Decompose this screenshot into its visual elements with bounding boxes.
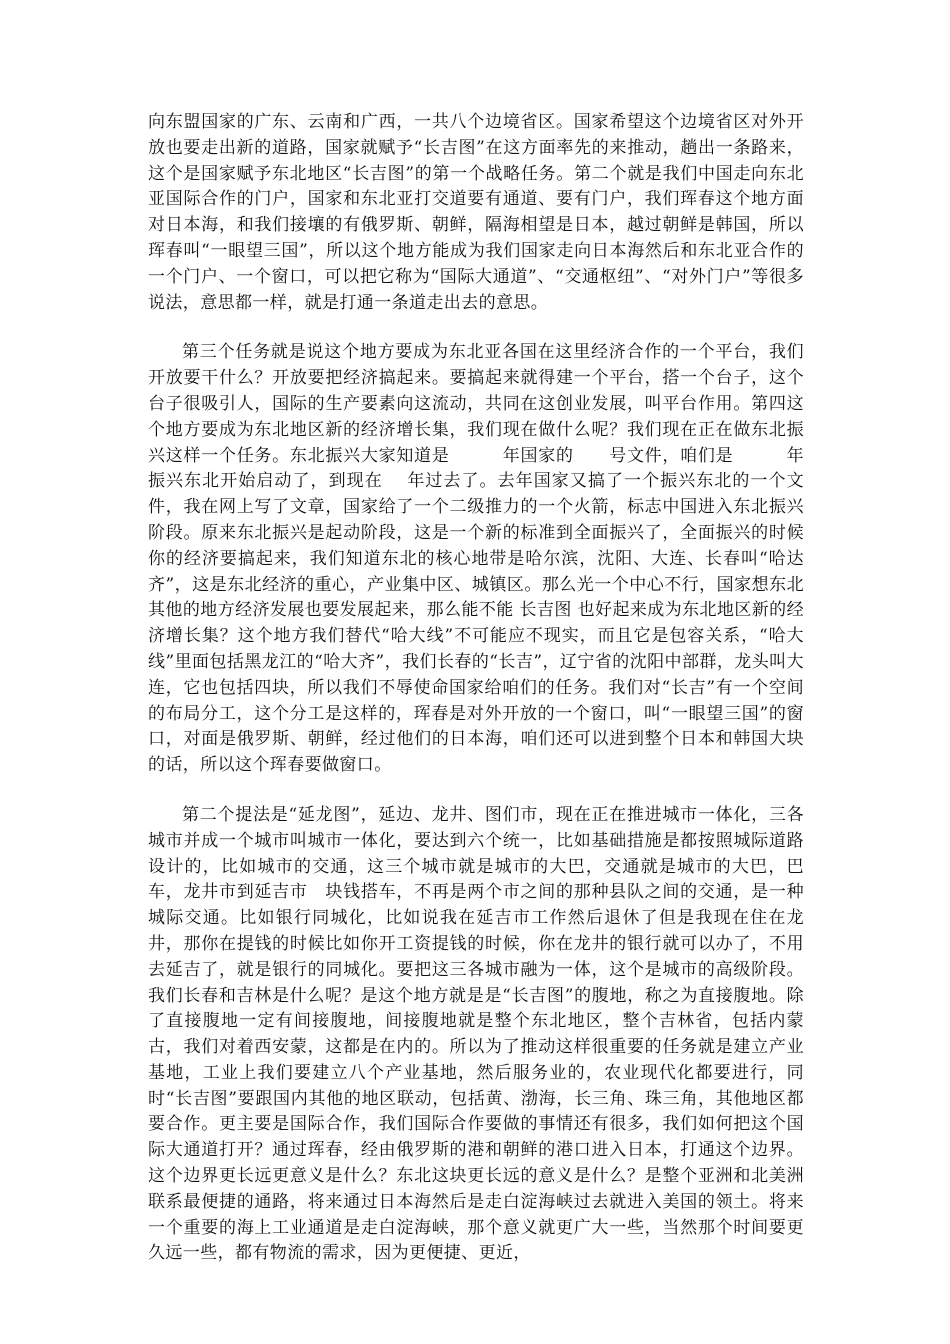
- paragraph-2: 第三个任务就是说这个地方要成为东北亚各国在这里经济合作的一个平台，我们开放要干什么？开放要把经济搞起来。要搞起来就得建一个平台，搭一个台子，这个台子很吸引人，国际的生产要素向这流动，共同在这创业发展，叫平台作用。第四这个地方要成为东北地区新的经济增长集，我们现在做什么呢？我们现在正在做东北振兴这样一个任务。东北振兴大家知道是 年国家的 号文件，咱们是 年振兴东北开始启动了，到现在 年过去了。去年国家又搞了一个振兴东北的一个文件，我在网上写了文章，国家给了一个二级推力的一个火箭，标志中国进入东北振兴阶段。原来东北振兴是起动阶段，这是一个新的标准到全面振兴了，全面振兴的时候你的经济要搞起来，我们知道东北的核心地带是哈尔滨，沈阳、大连、长春叫“哈达齐”，这是东北经济的重心，产业集中区、城镇区。那么光一个中心不行，国家想东北其他的地方经济发展也要发展起来，那么能不能 长吉图 也好起来成为东北地区新的经济增长集？这个地方我们替代“哈大线”不可能应不现实，而且它是包容关系，“哈大线”里面包括黑龙江的“哈大齐”，我们长春的“长吉”，辽宁省的沈阳中部群，龙头叫大连，它也包括四块，所以我们不辱使命国家给咱们的任务。我们对“长吉”有一个空间的布局分工，这个分工是这样的，珲春是对外开放的一个窗口，叫“一眼望三国”的窗口，对面是俄罗斯、朝鲜，经过他们的日本海，咱们还可以进到整个日本和韩国大块的话，所以这个珲春要做窗口。: [148, 342, 804, 776]
- document-page: [148, 110, 804, 1267]
- paragraph-1: 向东盟国家的广东、云南和广西，一共八个边境省区。国家希望这个边境省区对外开放也要走出新的道路，国家就赋予“长吉图”在这方面率先的来推动，趟出一条路来，这个是国家赋予东北地区“长吉图”的第一个战略任务。第二个就是我们中国走向东北亚国际合作的门户，国家和东北亚打交道要有通道、要有门户，我们珲春这个地方面对日本海，和我们接壤的有俄罗斯、朝鲜，隔海相望是日本，越过朝鲜是韩国，所以珲春叫“一眼望三国”，所以这个地方能成为我们国家走向日本海然后和东北亚合作的一个门户、一个窗口，可以把它称为“国际大通道”、“交通枢纽”、“对外门户”等很多说法，意思都一样，就是打通一条道走出去的意思。: [148, 112, 804, 313]
- paragraph-gap: [148, 779, 804, 803]
- paragraph-gap: [148, 316, 804, 340]
- paragraph-3: 第二个提法是“延龙图”，延边、龙井、图们市，现在正在推进城市一体化，三各城市并成一个城市叫城市一体化，要达到六个统一，比如基础措施是都按照城际道路设计的，比如城市的交通，这三个城市就是城市的大巴，交通就是城市的大巴，巴车，龙井市到延吉市 块钱搭车，不再是两个市之间的那种县队之间的交通，是一种城际交通。比如银行同城化，比如说我在延吉市工作然后退休了但是我现在住在龙井，那你在提钱的时候比如你开工资提钱的时候，你在龙井的银行就可以办了，不用去延吉了，就是银行的同城化。要把这三各城市融为一体，这个是城市的高级阶段。我们长春和吉林是什么呢？是这个地方就是是“长吉图”的腹地，称之为直接腹地。除了直接腹地一定有间接腹地，间接腹地就是整个东北地区，整个吉林省，包括内蒙古，我们对着西安蒙，这都是在内的。所以为了推动这样很重要的任务就是建立产业基地，工业上我们要建立八个产业基地，然后服务业的，农业现代化都要进行，同时“长吉图”要跟国内其他的地区联动，包括黄、渤海，长三角、珠三角，其他地区都要合作。更主要是国际合作，我们国际合作要做的事情还有很多，我们如何把这个国际大通道打开？通过珲春，经由俄罗斯的港和朝鲜的港口进入日本，打通这个边界。这个边界更长远更意义是什么？东北这块更长远的意义是什么？是整个亚洲和北美洲联系最便捷的通路，将来通过日本海然后是走白淀海峡过去就进入美国的领土。将来一个重要的海上工业通道是走白淀海峡，那个意义就更广大一些，当然那个时间要更久远一些，都有物流的需求，因为更便捷、更近，: [148, 804, 804, 1264]
